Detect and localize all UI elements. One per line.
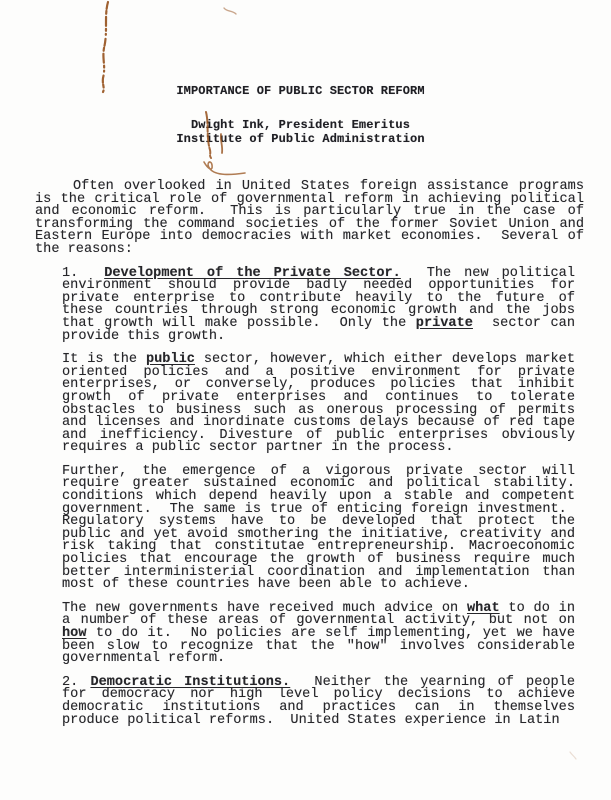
- emphasized-text: private: [415, 315, 473, 331]
- emphasized-text: public: [145, 352, 195, 368]
- text-segment: to do it. No policies are self implementing, yet we have been slow to recognize that the "how" involves considerable governmental reform.: [62, 626, 575, 667]
- emphasized-text: how: [62, 626, 87, 641]
- faint-smudge-bottom-right: [570, 752, 576, 759]
- paragraph: [35, 181, 584, 257]
- text-segment: Further, the emergence of a vigorous private sector will require greater sustained economic and political stability. conditions which depend heavily upon a stable and competent government. The same is true of enticing foreign investment. Regulatory systems have to be developed that protect the public and yet avoid smothering the initiative, creativity and risk taking that constitutae entrepreneurship. Macroeconomic policies that encourage the growth of business require much better interministerial coordination and implementation than most of these countries have been able to achieve.: [62, 463, 575, 593]
- author-name: Dwight Ink, President Emeritus: [190, 118, 411, 132]
- text-segment: 1.: [62, 265, 105, 281]
- paragraph: [62, 265, 575, 344]
- text-segment: Neither the yearning of people for democracy nor high level policy decisions to achieve democratic institutions and practices can in themselves produce political reforms. United States experience in Latin: [62, 674, 575, 728]
- text-segment: sector, however, which either develops market oriented policies and a positive environment for private enterprises, or conversely, produces policies that inhibit growth of private enterprises and continues to tolerate obstacles to business such as onerous processing of permits and licenses and inordinate customs delays because of red tape and inefficiency. Divesture of public enterprises obviously requires a public sector partner in the process.: [62, 352, 575, 456]
- text-segment: 2.: [62, 674, 91, 690]
- text-segment: sector can provide this growth.: [62, 315, 575, 344]
- text-segment: The new political environment should provide badly needed opportunities for private enterprise to contribute heavily to the future of these countries through strong economic growth and the jobs that growth will make possible. Only the: [62, 265, 575, 331]
- emphasized-text: what: [466, 600, 500, 616]
- document-title: IMPORTANCE OF PUBLIC SECTOR REFORM: [176, 84, 425, 98]
- author-block: [0, 119, 606, 146]
- text-segment: Often overlooked in United States foreign assistance programs is the critical role of governmental reform in achieving political and economic reform. This is particularly true in the case of transforming the command societies of the former Soviet Union and Eastern Europe into democracies with market economies. Several of the reasons:: [35, 179, 584, 257]
- pen-stroke-top-left: [103, 2, 108, 92]
- pen-squiggle-x: [204, 162, 245, 174]
- pen-dot-top: [224, 8, 236, 14]
- document-body: [35, 181, 584, 738]
- author-institution: Institute of Public Administration: [176, 131, 425, 146]
- paragraph: [62, 674, 575, 728]
- text-segment: The new governments have received much advice on: [62, 600, 467, 616]
- paragraph: [62, 354, 575, 455]
- text-segment: to do in a number of these areas of governmental activity, but not on: [62, 600, 575, 629]
- text-segment: It is the: [62, 352, 146, 368]
- paragraph: [62, 463, 575, 593]
- emphasized-text: Democratic Institutions.: [90, 674, 291, 690]
- emphasized-text: Development of the Private Sector.: [104, 265, 401, 281]
- paragraph: [62, 600, 575, 667]
